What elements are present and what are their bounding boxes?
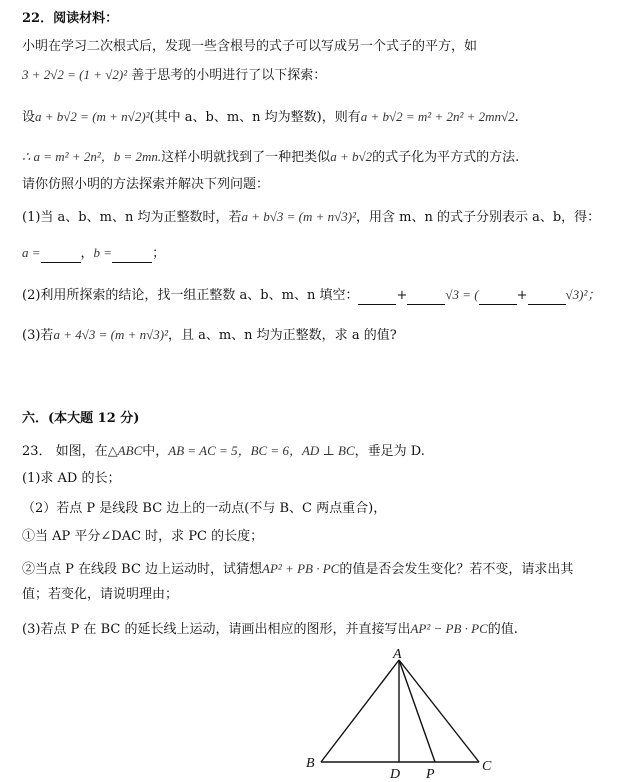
q23-part3: (3)若点 P 在 BC 的延长线上运动，请画出相应的图形，并直接写出AP² − PB · PC的值. — [22, 621, 518, 637]
answer-blank-b[interactable] — [112, 248, 152, 263]
answer-blank-1[interactable] — [358, 290, 396, 305]
label-a: A — [393, 647, 402, 662]
segment-ab — [321, 660, 399, 762]
q23-line1: 23． 如图，在△ABC中，AB = AC = 5，BC = 6，AD ⊥ BC，垂足为 D. — [22, 443, 425, 459]
q22-line2: 3 + 2√2 = (1 + √2)² 善于思考的小明进行了以下探索： — [22, 67, 327, 83]
q22-line4: ∴ a = m² + 2n²，b = 2mn.这样小明就找到了一种把类似a + b√2的式子化为平方式的方法. — [22, 149, 520, 165]
answer-blank-3[interactable] — [479, 290, 517, 305]
label-b: B — [306, 756, 315, 771]
q23-part2-2: ②当点 P 在线段 BC 边上运动时，试猜想AP² + PB · PC的值是否会发生变化？若不变，请求出其 — [22, 561, 574, 577]
segment-ac — [399, 660, 479, 762]
q23-part2-2-cont: 值；若变化，请说明理由； — [22, 587, 179, 602]
answer-blank-4[interactable] — [528, 290, 566, 305]
q22-line3: 设a + b√2 = (m + n√2)²(其中 a、b、m、n 均为整数)，则有a + b√2 = m² + 2n² + 2mn√2. — [22, 109, 519, 125]
label-d: D — [390, 767, 401, 782]
q22-part1-answer: a = ，b = ； — [22, 245, 166, 261]
q22-part3: (3)若a + 4√3 = (m + n√3)²，且 a、m、n 均为正整数，求 a 的值? — [22, 327, 397, 343]
q22-title: 22．阅读材料： — [22, 11, 119, 26]
q22-part2: (2)利用所探索的结论，找一组正整数 a、b、m、n 填空： + √3 = ( + √3)²； — [22, 287, 601, 303]
q23-part1: (1)求 AD 的长； — [22, 471, 121, 486]
answer-blank-a[interactable] — [41, 248, 81, 263]
segment-ap — [399, 660, 435, 762]
q22-part1: (1)当 a、b、m、n 均为正整数时，若a + b√3 = (m + n√3)²，用含 m、n 的式子分别表示 a、b，得： — [22, 209, 601, 225]
q23-part2-1: ①当 AP 平分∠DAC 时，求 PC 的长度； — [22, 529, 264, 544]
label-c: C — [482, 759, 492, 774]
section-heading: 六．(本大题 12 分) — [22, 411, 140, 426]
q22-example-formula: 3 + 2√2 = (1 + √2)² — [22, 67, 128, 82]
answer-blank-2[interactable] — [407, 290, 445, 305]
q23-part2: （2）若点 P 是线段 BC 边上的一动点(不与 B、C 两点重合)， — [22, 501, 387, 516]
q22-line1: 小明在学习二次根式后，发现一些含根号的式子可以写成另一个式子的平方，如 — [22, 39, 478, 54]
label-p: P — [426, 767, 435, 782]
q22-line5: 请你仿照小明的方法探索并解决下列问题： — [22, 177, 270, 192]
